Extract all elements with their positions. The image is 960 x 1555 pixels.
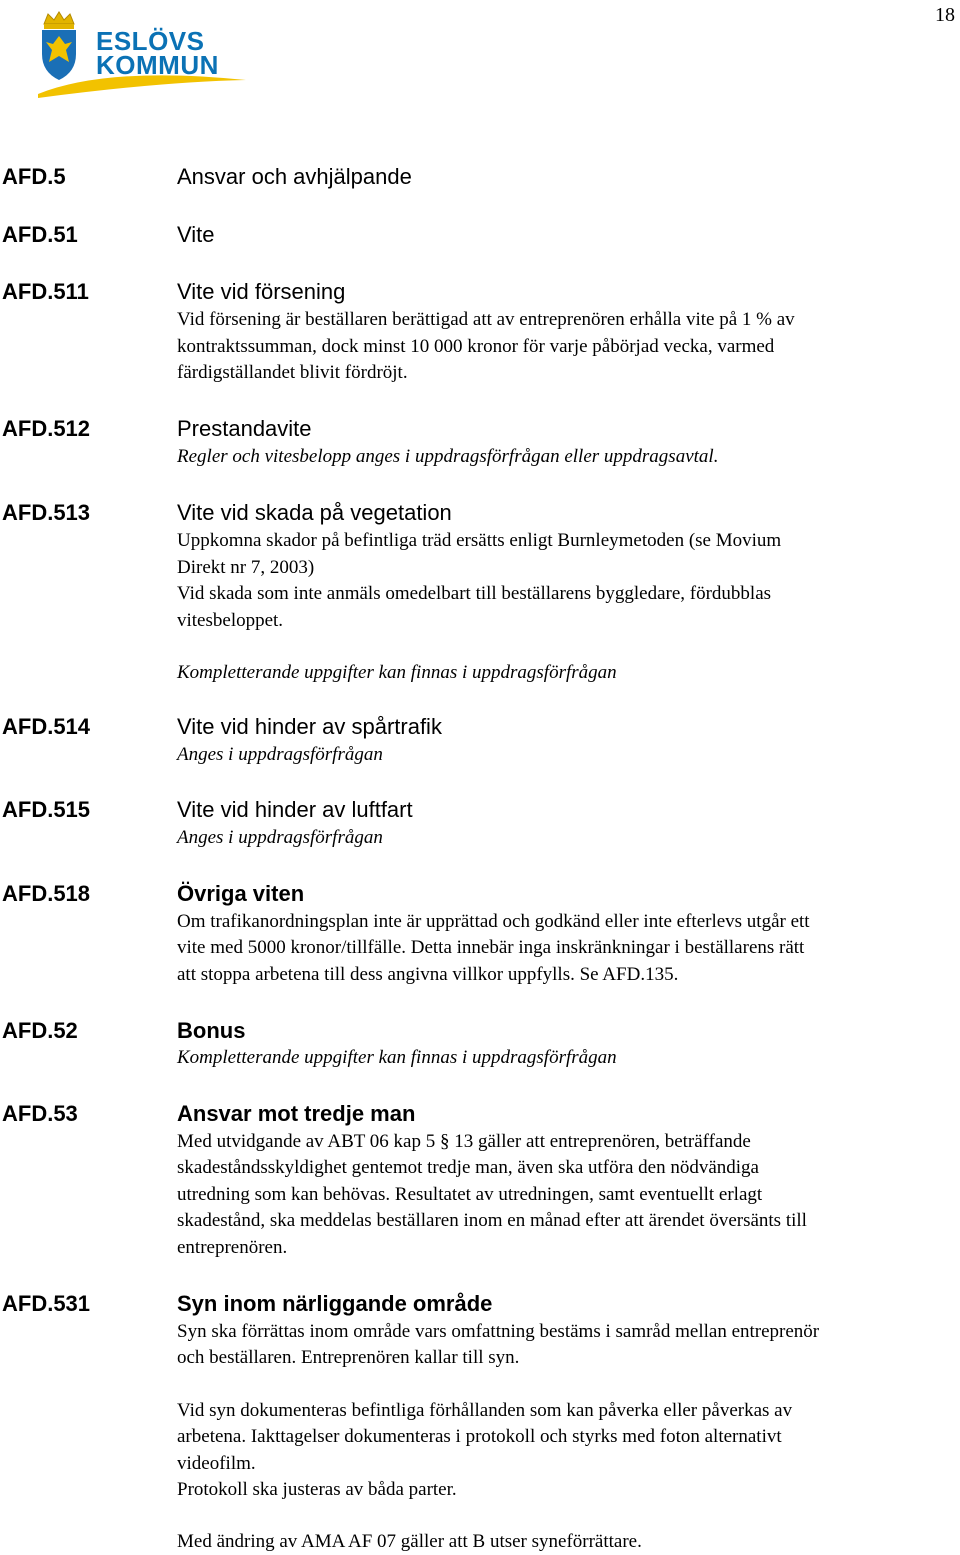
paragraph-line: videofilm. xyxy=(177,1453,256,1474)
section-heading: Ansvar och avhjälpande xyxy=(177,164,412,189)
paragraph-line: att stoppa arbetena till dess angivna villkor uppfylls. Se AFD.135. xyxy=(177,964,679,985)
section-code: AFD.511 xyxy=(2,279,89,304)
section-heading: Vite xyxy=(177,222,215,247)
section-code: AFD.513 xyxy=(2,500,91,525)
paragraph-line: skadestånd, ska meddelas beställaren inom en månad efter att ärendet översänts till xyxy=(177,1210,807,1231)
section-code: AFD.53 xyxy=(2,1101,78,1126)
section-code: AFD.531 xyxy=(2,1291,91,1316)
section-heading: Vite vid hinder av spårtrafik xyxy=(177,714,442,739)
section-code: AFD.51 xyxy=(2,222,78,247)
paragraph-line: entreprenören. xyxy=(177,1237,288,1258)
paragraph-line: vitesbeloppet. xyxy=(177,610,284,631)
paragraph-line: arbetena. Iakttagelser dokumenteras i protokoll och styrks med foton alternativt xyxy=(177,1426,782,1447)
paragraph-line: Vid syn dokumenteras befintliga förhållanden som kan påverka eller påverkas av xyxy=(177,1400,793,1421)
section-heading: Vite vid hinder av luftfart xyxy=(177,797,413,822)
paragraph-line: Vid försening är beställaren berättigad att av entreprenören erhålla vite på 1 % av xyxy=(177,309,795,330)
paragraph-line: Syn ska förrättas inom område vars omfattning bestäms i samråd mellan entreprenör xyxy=(177,1321,820,1342)
section-heading: Bonus xyxy=(177,1018,246,1043)
section-heading: Vite vid försening xyxy=(177,279,346,304)
paragraph-line: vite med 5000 kronor/tillfälle. Detta innebär inga inskränkningar i beställarens rätt xyxy=(177,937,805,958)
paragraph-line: Vid skada som inte anmäls omedelbart till beställarens byggledare, fördubblas xyxy=(177,583,772,604)
paragraph-line: Protokoll ska justeras av båda parter. xyxy=(177,1479,457,1500)
paragraph-line: kontraktssumman, dock minst 10 000 kronor för varje påbörjad vecka, varmed xyxy=(177,336,775,357)
section-heading: Syn inom närliggande område xyxy=(177,1291,493,1316)
section-code: AFD.518 xyxy=(2,881,91,906)
section-heading: Ansvar mot tredje man xyxy=(177,1101,416,1126)
paragraph-line: Om trafikanordningsplan inte är upprättad och godkänd eller inte efterlevs utgår ett xyxy=(177,911,810,932)
italic-note: Regler och vitesbelopp anges i uppdragsförfrågan eller uppdragsavtal. xyxy=(177,446,719,467)
page-number: 18 xyxy=(935,4,955,26)
italic-note: Anges i uppdragsförfrågan xyxy=(177,827,383,848)
logo-text-line2: KOMMUN xyxy=(96,50,219,80)
section-code: AFD.514 xyxy=(2,714,91,739)
paragraph-line: skadeståndsskyldighet gentemot tredje man, även ska utföra den nödvändiga xyxy=(177,1157,759,1178)
section-code: AFD.515 xyxy=(2,797,91,822)
italic-note: Kompletterande uppgifter kan finnas i uppdragsförfrågan xyxy=(177,1047,617,1068)
paragraph-line: utredning som kan behövas. Resultatet av utredningen, samt eventuellt erlagt xyxy=(177,1184,763,1205)
section-heading: Vite vid skada på vegetation xyxy=(177,500,452,525)
section-code: AFD.52 xyxy=(2,1018,78,1043)
paragraph-line: och beställaren. Entreprenören kallar till syn. xyxy=(177,1347,520,1368)
section-code: AFD.512 xyxy=(2,416,91,441)
paragraph-line: färdigställandet blivit fördröjt. xyxy=(177,362,408,383)
paragraph-line: Med utvidgande av ABT 06 kap 5 § 13 gäller att entreprenören, beträffande xyxy=(177,1131,751,1152)
paragraph-line: Uppkomna skador på befintliga träd ersätts enligt Burnleymetoden (se Movium xyxy=(177,530,782,551)
eslovs-kommun-logo xyxy=(38,10,248,98)
italic-note: Kompletterande uppgifter kan finnas i uppdragsförfrågan xyxy=(177,662,617,683)
section-heading: Övriga viten xyxy=(177,881,305,906)
logo-text-line1: ESLÖVS xyxy=(96,26,205,56)
italic-note: Anges i uppdragsförfrågan xyxy=(177,744,383,765)
paragraph-line: Direkt nr 7, 2003) xyxy=(177,557,315,578)
section-heading: Prestandavite xyxy=(177,416,312,441)
section-code: AFD.5 xyxy=(2,164,66,189)
paragraph-line: Med ändring av AMA AF 07 gäller att B utser syneförrättare. xyxy=(177,1531,642,1552)
